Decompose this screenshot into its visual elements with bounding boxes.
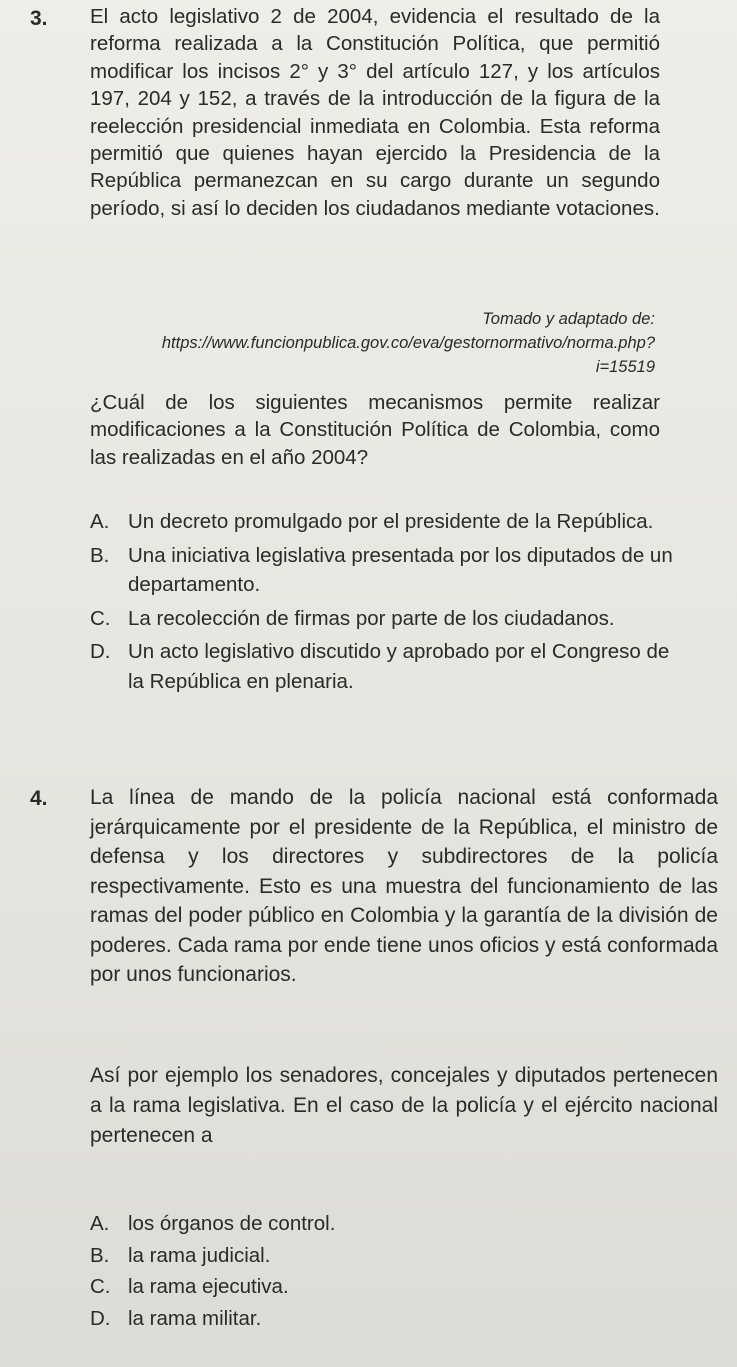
option-d[interactable] bbox=[90, 637, 690, 696]
option-letter: C. bbox=[90, 606, 111, 630]
option-letter: D. bbox=[90, 640, 111, 663]
option-text: Un decreto promulgado por el presidente de la República. bbox=[128, 510, 654, 533]
question-context: El acto legislativo 2 de 2004, evidencia el resultado de la reforma realizada a la Constitución Política, que permitió modificar los incisos 2° y 3° del artículo 127, y los artículos 197, 204 y 152, a través de la introducción de la figura de la reelección presidencial inmediata en Colombia. Esta reforma permitió que quienes hayan ejercido la Presidencia de la República permanezcan en su cargo durante un segundo período, si así lo deciden los ciudadanos mediante votaciones. bbox=[90, 5, 660, 220]
option-d[interactable] bbox=[90, 1304, 690, 1334]
source-citation: Tomado y adaptado de: https://www.funcionpublica.gov.co/eva/gestornormativo/norma.php?i=15519 bbox=[161, 310, 655, 376]
question-prompt: Así por ejemplo los senadores, concejales y diputados pertenecen a la rama legislativa. En el caso de la policía y el ejército nacional pertenecen a bbox=[90, 1064, 718, 1147]
option-letter: A. bbox=[90, 510, 110, 533]
option-text: los órganos de control. bbox=[128, 1212, 336, 1235]
answer-options bbox=[90, 1209, 690, 1335]
option-b[interactable] bbox=[90, 1241, 690, 1271]
question-prompt: ¿Cuál de los siguientes mecanismos permite realizar modificaciones a la Constitución Política de Colombia, como las realizadas en el año 2004? bbox=[90, 391, 660, 469]
question-context: La línea de mando de la policía nacional está conformada jerárquicamente por el presidente de la República, el ministro de defensa y los directores y subdirectores de la policía respectivamente. Esto es una muestra del funcionamiento de las ramas del poder público en Colombia y la garantía de la división de poderes. Cada rama por ende tiene unos oficios y está conformada por unos funcionarios. bbox=[90, 786, 718, 986]
option-text: la rama ejecutiva. bbox=[128, 1275, 289, 1298]
option-c[interactable] bbox=[90, 604, 690, 634]
option-b[interactable] bbox=[90, 541, 690, 600]
option-letter: C. bbox=[90, 1275, 111, 1298]
option-letter: B. bbox=[90, 1243, 110, 1267]
option-text: la rama judicial. bbox=[128, 1243, 271, 1267]
option-text: la rama militar. bbox=[128, 1306, 262, 1330]
question-number: 3. bbox=[30, 7, 48, 30]
option-c[interactable] bbox=[90, 1272, 690, 1302]
option-letter: B. bbox=[90, 543, 110, 567]
answer-options bbox=[90, 507, 690, 700]
option-text: Una iniciativa legislativa presentada por los diputados de un departamento. bbox=[128, 543, 673, 596]
option-text: La recolección de firmas por parte de los ciudadanos. bbox=[128, 606, 615, 630]
option-a[interactable] bbox=[90, 507, 690, 537]
question-number: 4. bbox=[30, 787, 48, 810]
option-letter: A. bbox=[90, 1212, 110, 1235]
option-text: Un acto legislativo discutido y aprobado por el Congreso de la República en plenaria. bbox=[128, 640, 670, 693]
option-letter: D. bbox=[90, 1306, 111, 1330]
option-a[interactable] bbox=[90, 1209, 690, 1239]
